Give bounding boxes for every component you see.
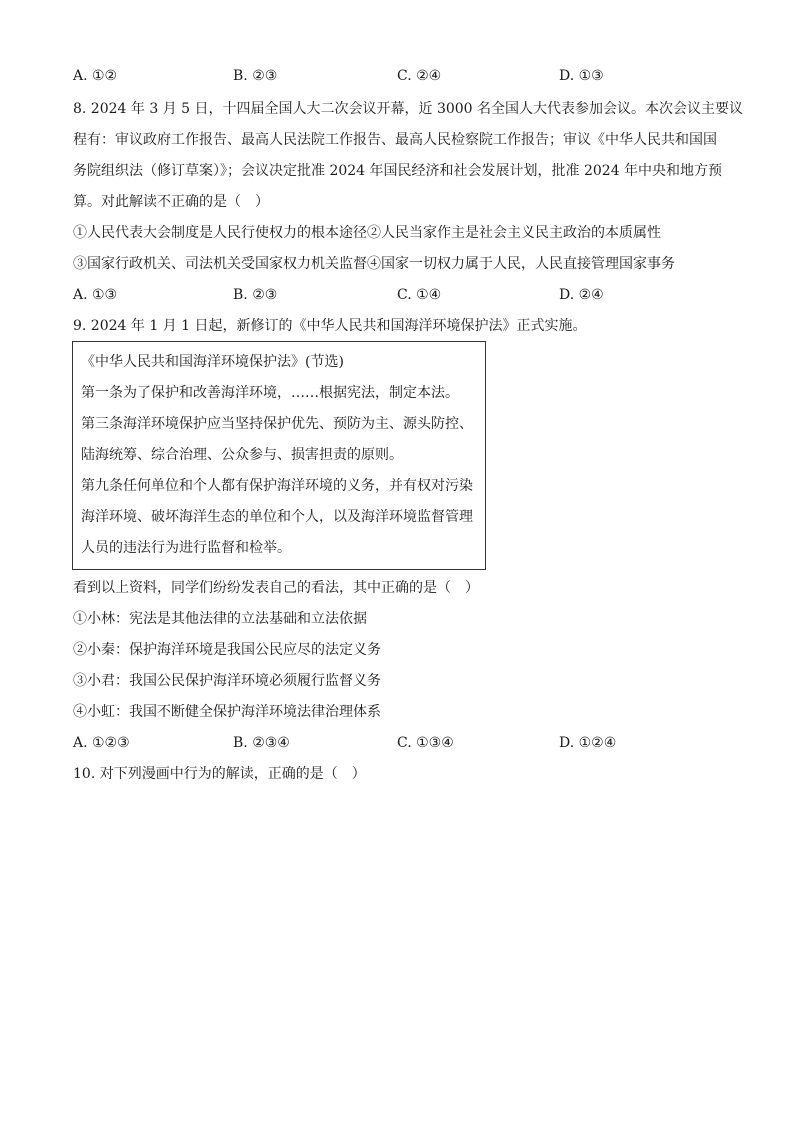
q7-option-c[interactable]: C. ②④ [397,68,442,84]
q8-stem-line-2: 程有：审议政府工作报告、最高人民法院工作报告、最高人民检察院工作报告；审议《中华人民共和国国 [73,132,717,148]
q7-option-a[interactable]: A. ①② [73,68,118,84]
q8-stem-line-3: 务院组织法（修订草案）》；会议决定批准 2024 年国民经济和社会发展计划，批准 2024 年中央和地方预 [73,163,723,179]
q8-options [73,285,733,305]
q9-statement-3: ③小君：我国公民保护海洋环境必须履行监督义务 [73,673,381,689]
q8-option-c[interactable]: C. ①④ [397,287,442,303]
q9-option-a[interactable]: A. ①②③ [73,735,130,751]
excerpt-line: 陆海统筹、综合治理、公众参与、损害担责的原则。 [81,447,403,463]
q10-stem: 10. 对下列漫画中行为的解读，正确的是（ ） [73,766,366,782]
excerpt-line: 人员的违法行为进行监督和检举。 [81,540,291,556]
law-excerpt-box [72,341,486,570]
q8-statement-1: ①人民代表大会制度是人民行使权力的根本途径②人民当家作主是社会主义民主政治的本质属性 [73,225,661,241]
q7-option-b[interactable]: B. ②③ [233,68,278,84]
q7-options [73,66,733,86]
q9-option-c[interactable]: C. ①③④ [397,735,454,751]
q9-options [73,733,733,753]
q9-option-d[interactable]: D. ①②④ [559,735,617,751]
q9-question: 看到以上资料，同学们纷纷发表自己的看法，其中正确的是（ ） [73,580,479,596]
excerpt-line: 第一条为了保护和改善海洋环境，……根据宪法，制定本法。 [81,385,459,401]
excerpt-line: 海洋环境、破坏海洋生态的单位和个人，以及海洋环境监督管理 [81,509,473,525]
excerpt-title: 《中华人民共和国海洋环境保护法》(节选) [81,354,344,370]
q8-option-a[interactable]: A. ①③ [73,287,118,303]
q8-stem-line-4: 算。对此解读不正确的是（ ） [73,194,269,210]
q9-stem: 9. 2024 年 1 月 1 日起，新修订的《中华人民共和国海洋环境保护法》正式实施。 [73,318,587,334]
q8-stem-line-1: 8. 2024 年 3 月 5 日，十四届全国人大二次会议开幕，近 3000 名全国人大代表参加会议。本次会议主要议 [73,101,744,117]
q9-statement-1: ①小林：宪法是其他法律的立法基础和立法依据 [73,611,367,627]
q7-option-d[interactable]: D. ①③ [559,68,604,84]
q8-option-d[interactable]: D. ②④ [559,287,604,303]
q9-option-b[interactable]: B. ②③④ [233,735,290,751]
q9-statement-2: ②小秦：保护海洋环境是我国公民应尽的法定义务 [73,642,381,658]
q8-option-b[interactable]: B. ②③ [233,287,278,303]
q8-statement-2: ③国家行政机关、司法机关受国家权力机关监督④国家一切权力属于人民，人民直接管理国家事务 [73,256,675,272]
excerpt-line: 第九条任何单位和个人都有保护海洋环境的义务，并有权对污染 [81,478,473,494]
excerpt-line: 第三条海洋环境保护应当坚持保护优先、预防为主、源头防控、 [81,416,473,432]
q9-statement-4: ④小虹：我国不断健全保护海洋环境法律治理体系 [73,704,381,720]
